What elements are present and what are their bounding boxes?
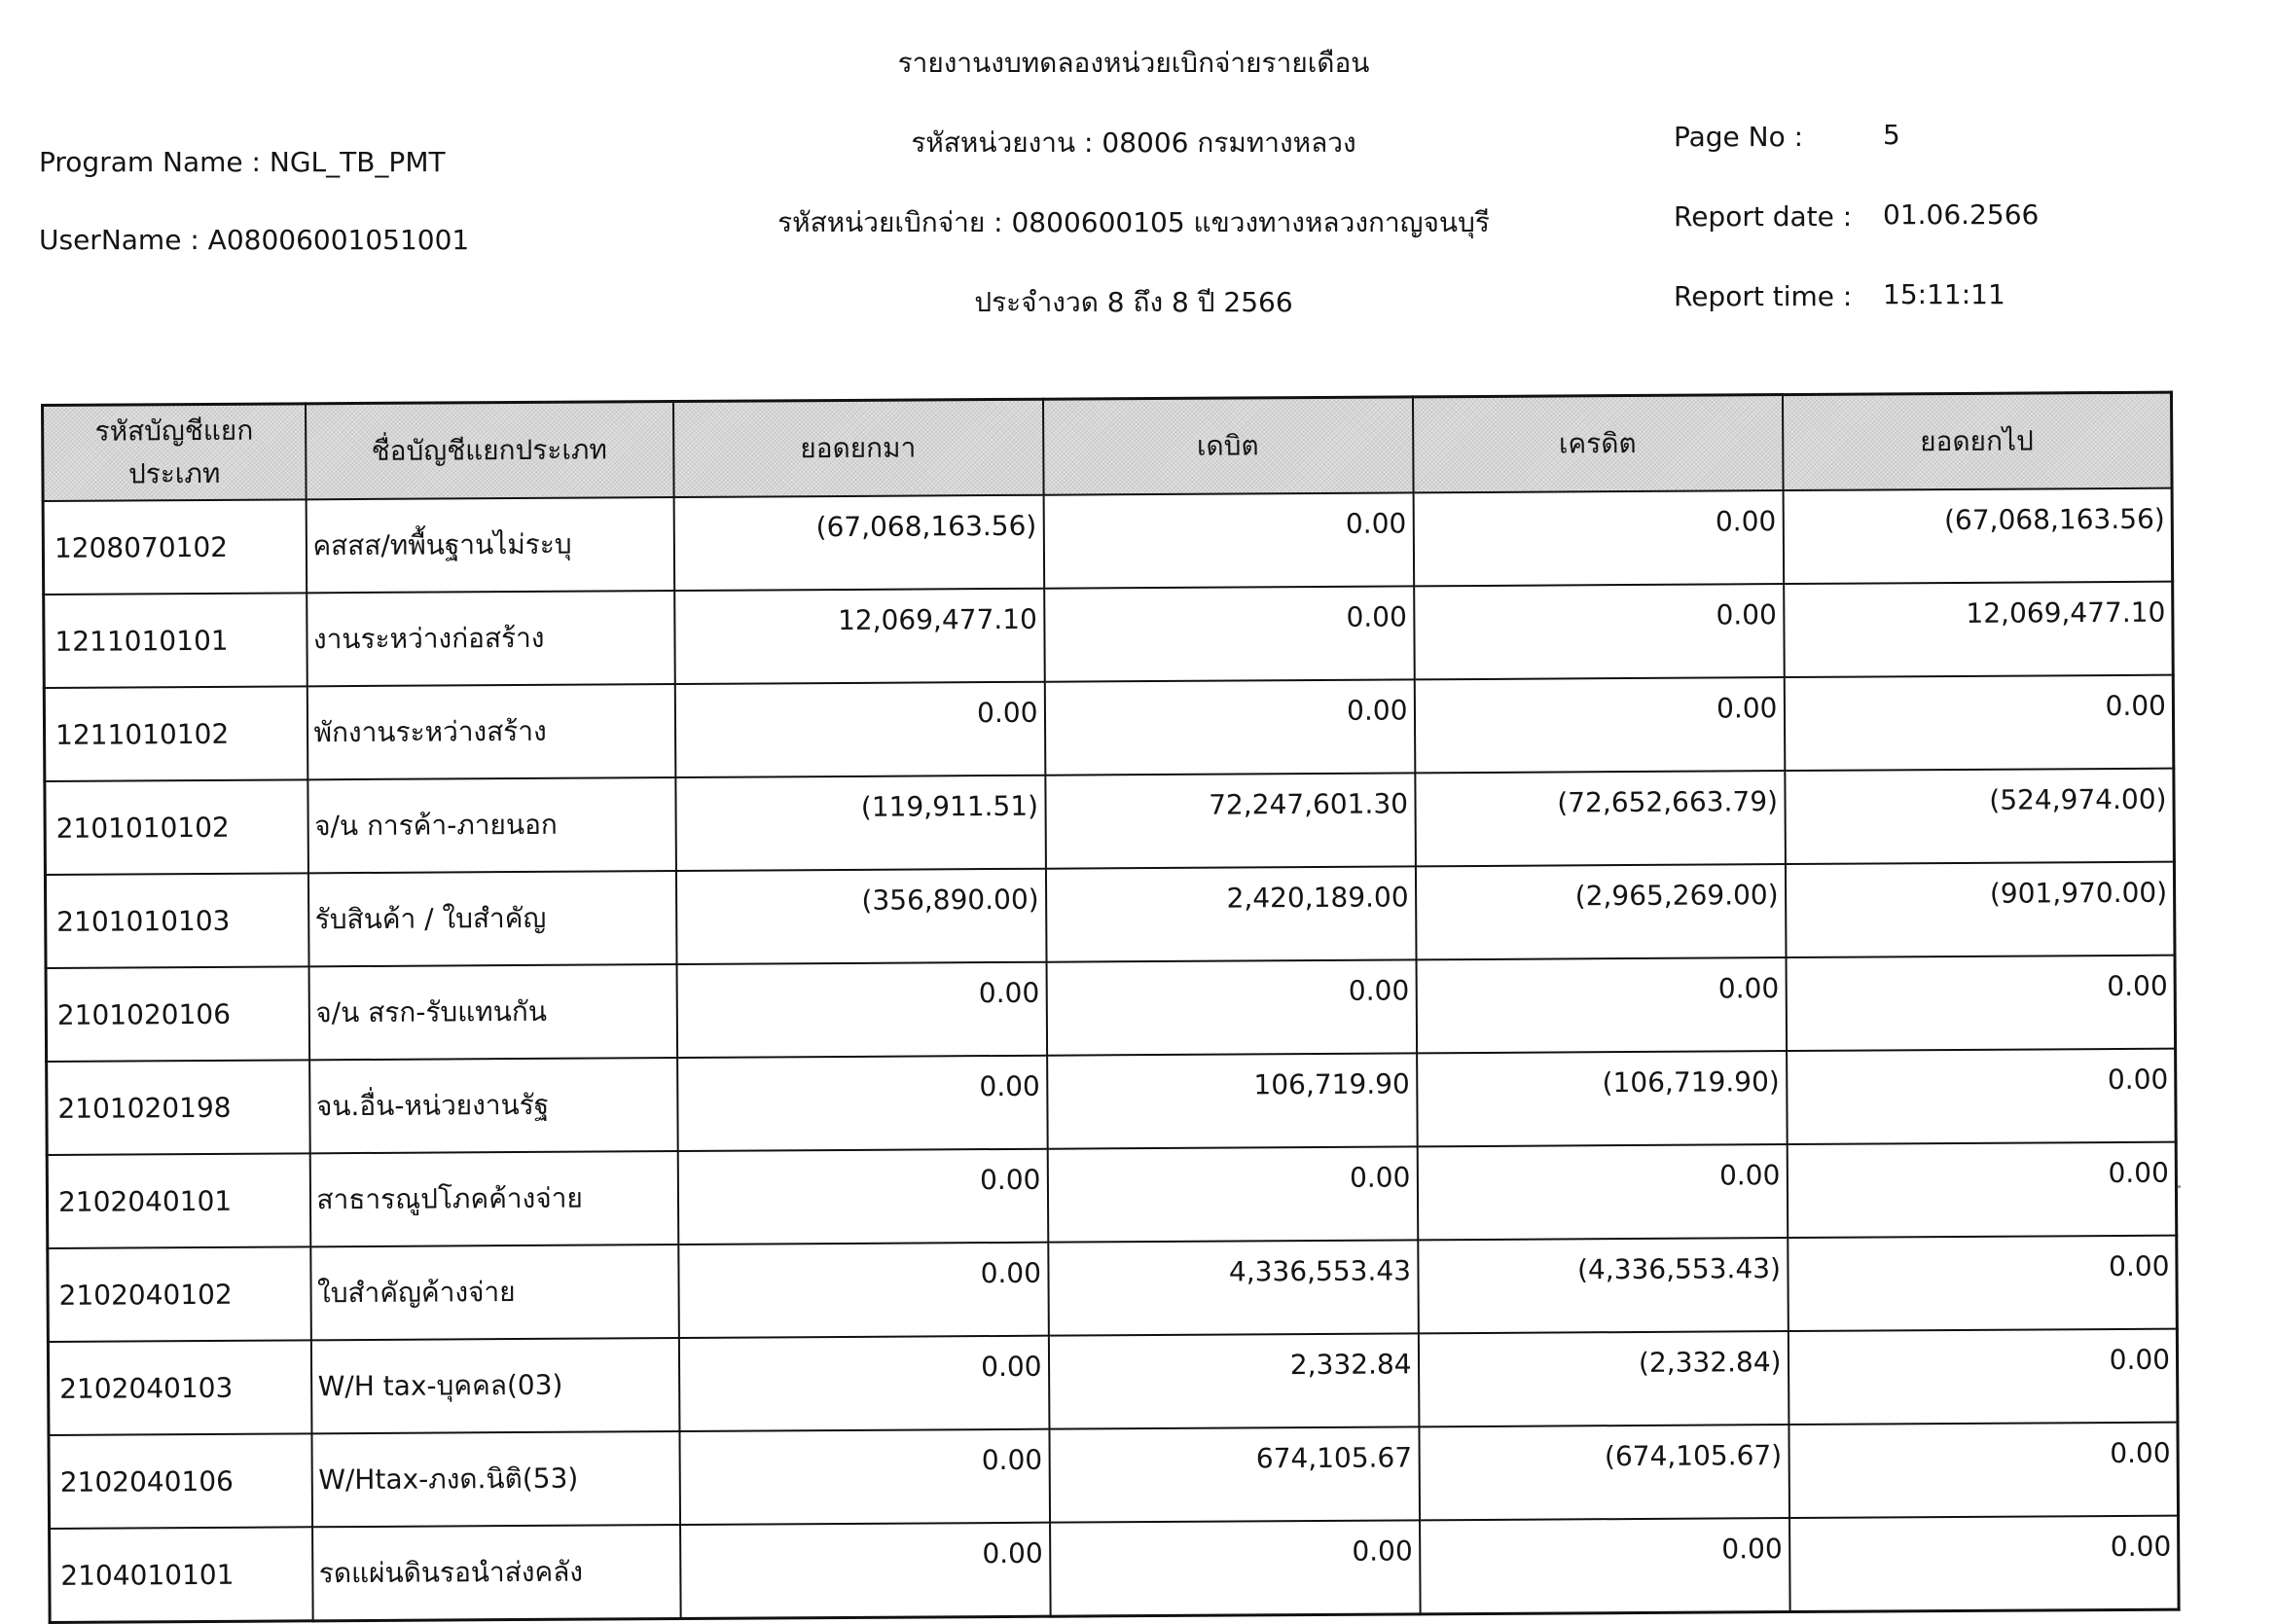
brought-forward-cell: (119,911.51)	[675, 776, 1046, 871]
page-no-label: Page No :	[1674, 121, 1804, 153]
carried-forward-cell: 0.00	[1788, 1329, 2178, 1425]
account-name-cell: รับสินค้า / ใบสำคัญ	[307, 871, 676, 966]
credit-cell: 0.00	[1413, 490, 1784, 586]
account-name-cell: คสสส/ทพื้นฐานไม่ระบุ	[306, 497, 674, 593]
page-no-value: 5	[1883, 119, 1900, 151]
carried-forward-cell: 0.00	[1789, 1516, 2180, 1612]
table-row	[49, 1423, 2179, 1529]
debit-cell: 2,420,189.00	[1045, 866, 1416, 961]
column-header-brought-forward: ยอดยกมา	[672, 399, 1043, 497]
account-code-cell: 1208070102	[43, 499, 307, 595]
table-row	[44, 675, 2174, 781]
debit-cell: 106,719.90	[1047, 1053, 1418, 1148]
table-row	[47, 1142, 2177, 1248]
account-code-cell: 2101010103	[45, 873, 308, 968]
account-name-cell: W/Htax-ภงด.นิติ(53)	[311, 1431, 680, 1527]
account-name-cell: งานระหว่างก่อสร้าง	[307, 591, 675, 686]
table-row	[45, 769, 2175, 875]
brought-forward-cell: 0.00	[677, 1056, 1048, 1151]
account-code-cell: 2102040101	[47, 1153, 310, 1248]
table-header-row	[43, 392, 2173, 501]
account-name-cell: สาธารณูปโภคค้างจ่าย	[309, 1151, 678, 1246]
report-title: รายงานงบทดลองหน่วยเบิกจ่ายรายเดือน	[897, 47, 1370, 79]
account-name-cell: W/H tax-บุคคล(03)	[310, 1338, 679, 1433]
agency-line: รหัสหน่วยงาน : 08006 กรมทางหลวง	[911, 126, 1356, 159]
account-name-cell: ใบสำคัญค้างจ่าย	[310, 1245, 679, 1340]
brought-forward-cell: 0.00	[678, 1336, 1049, 1431]
brought-forward-cell: 0.00	[677, 1149, 1048, 1245]
brought-forward-cell: 12,069,477.10	[674, 589, 1045, 684]
debit-cell: 0.00	[1050, 1520, 1421, 1616]
credit-cell: 0.00	[1417, 1144, 1788, 1240]
account-code-cell: 2101010102	[45, 779, 308, 875]
carried-forward-cell: 0.00	[1788, 1236, 2178, 1331]
account-code-cell: 2101020106	[46, 966, 309, 1062]
column-header-account-code: รหัสบัญชีแยกประเภท	[43, 404, 307, 501]
credit-cell: (674,105.67)	[1419, 1425, 1789, 1520]
brought-forward-cell: 0.00	[679, 1429, 1050, 1525]
debit-cell: 0.00	[1044, 586, 1415, 681]
table-row	[45, 862, 2175, 968]
column-header-credit: เครดิต	[1412, 395, 1783, 493]
report-time-label: Report time :	[1674, 280, 1853, 312]
disbursing-unit-line: รหัสหน่วยเบิกจ่าย : 0800600105 แขวงทางหลวงกาญจนบุรี	[777, 206, 1490, 238]
report-date-label: Report date :	[1674, 200, 1853, 233]
table-row	[48, 1236, 2178, 1342]
column-header-account-name: ชื่อบัญชีแยกประเภท	[306, 402, 674, 500]
table-row	[44, 582, 2174, 688]
account-name-cell: จน.อื่น-หน่วยงานรัฐ	[309, 1058, 678, 1153]
table-body	[43, 488, 2179, 1623]
program-name: Program Name : NGL_TB_PMT	[39, 146, 446, 178]
account-code-cell: 2101020198	[47, 1060, 310, 1155]
credit-cell: 0.00	[1414, 677, 1785, 773]
debit-cell: 0.00	[1047, 1146, 1418, 1242]
debit-cell: 674,105.67	[1049, 1426, 1420, 1522]
account-code-cell: 1211010102	[44, 686, 307, 781]
period-line: ประจำงวด 8 ถึง 8 ปี 2566	[974, 286, 1293, 318]
scan-speck	[2178, 1185, 2181, 1188]
account-code-cell: 2102040103	[48, 1340, 311, 1435]
table-row	[48, 1329, 2178, 1435]
report-date-value: 01.06.2566	[1883, 198, 2040, 231]
debit-cell: 4,336,553.43	[1048, 1240, 1419, 1335]
credit-cell: 0.00	[1420, 1518, 1790, 1614]
debit-cell: 0.00	[1046, 959, 1417, 1055]
carried-forward-cell: 12,069,477.10	[1784, 582, 2174, 677]
account-name-cell: พักงานระหว่างสร้าง	[307, 684, 675, 779]
carried-forward-cell: 0.00	[1788, 1423, 2179, 1518]
carried-forward-cell: 0.00	[1786, 956, 2176, 1051]
credit-cell: (4,336,553.43)	[1418, 1238, 1788, 1333]
account-code-cell: 2102040106	[49, 1433, 312, 1529]
account-name-cell: จ/น การค้า-ภายนอก	[307, 777, 676, 873]
brought-forward-cell: 0.00	[674, 682, 1045, 777]
brought-forward-cell: 0.00	[676, 962, 1047, 1058]
table-row	[47, 1049, 2177, 1155]
brought-forward-cell: (356,890.00)	[675, 869, 1046, 964]
credit-cell: 0.00	[1414, 584, 1785, 679]
credit-cell: (2,332.84)	[1418, 1331, 1788, 1426]
debit-cell: 2,332.84	[1048, 1333, 1419, 1428]
table-row	[46, 956, 2176, 1062]
account-name-cell: รดแผ่นดินรอนำส่งคลัง	[312, 1525, 681, 1621]
carried-forward-cell: 0.00	[1787, 1142, 2177, 1238]
debit-cell: 0.00	[1044, 679, 1415, 775]
column-header-carried-forward: ยอดยกไป	[1782, 392, 2172, 490]
debit-cell: 72,247,601.30	[1045, 773, 1416, 868]
credit-cell: 0.00	[1416, 957, 1787, 1053]
carried-forward-cell: (901,970.00)	[1785, 862, 2175, 957]
credit-cell: (72,652,663.79)	[1415, 771, 1786, 866]
debit-cell: 0.00	[1043, 492, 1414, 588]
trial-balance-table	[41, 391, 2181, 1624]
report-time-value: 15:11:11	[1883, 278, 2005, 310]
column-header-debit: เดบิต	[1042, 397, 1413, 495]
brought-forward-cell: (67,068,163.56)	[673, 495, 1044, 591]
account-code-cell: 1211010101	[44, 593, 307, 688]
carried-forward-cell: (67,068,163.56)	[1783, 488, 2173, 584]
carried-forward-cell: 0.00	[1787, 1049, 2177, 1144]
table-row	[43, 488, 2173, 595]
user-name: UserName : A08006001051001	[39, 224, 470, 256]
credit-cell: (106,719.90)	[1417, 1051, 1788, 1146]
brought-forward-cell: 0.00	[680, 1523, 1051, 1619]
brought-forward-cell: 0.00	[678, 1243, 1049, 1338]
carried-forward-cell: 0.00	[1784, 675, 2174, 771]
trial-balance-table-wrapper	[41, 391, 2178, 1624]
carried-forward-cell: (524,974.00)	[1785, 769, 2175, 864]
account-code-cell: 2104010101	[50, 1527, 313, 1622]
credit-cell: (2,965,269.00)	[1415, 864, 1786, 959]
account-code-cell: 2102040102	[48, 1246, 311, 1342]
account-name-cell: จ/น สรก-รับแทนกัน	[308, 964, 677, 1060]
table-row	[50, 1516, 2180, 1623]
